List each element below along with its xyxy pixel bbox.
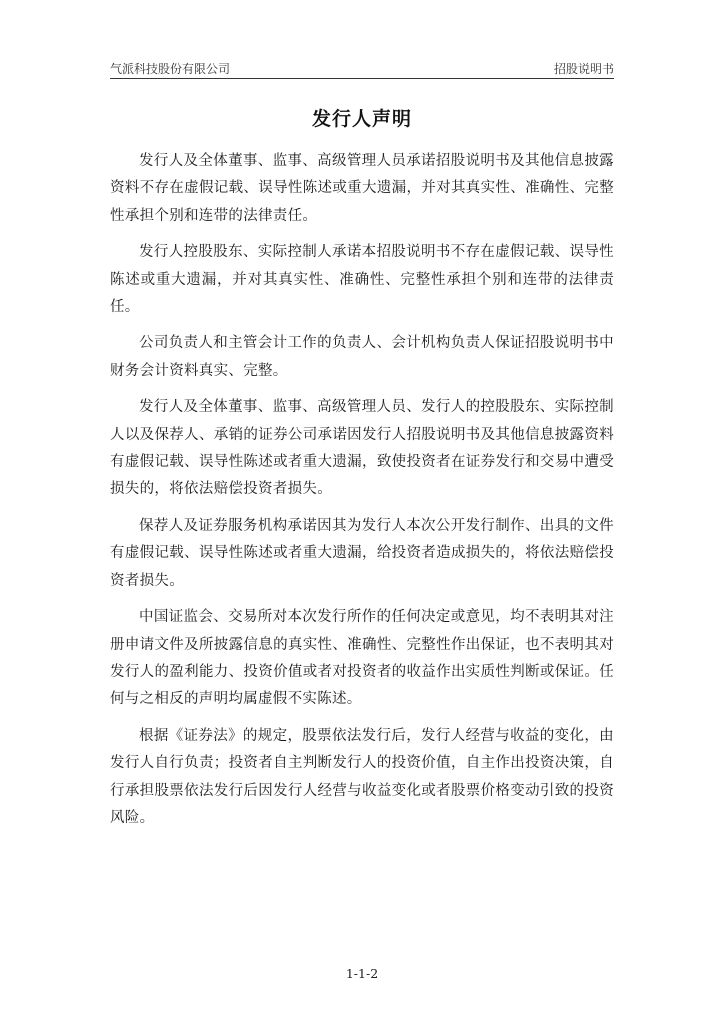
paragraph-5: 保荐人及证券服务机构承诺因其为发行人本次公开发行制作、出具的文件有虚假记载、误导性陈述或者重大遗漏，给投资者造成损失的，将依法赔偿投资者损失。 xyxy=(110,517,614,589)
paragraph-2: 发行人控股股东、实际控制人承诺本招股说明书不存在虚假记载、误导性陈述或重大遗漏，并对其真实性、准确性、完整性承担个别和连带的法律责任。 xyxy=(110,244,614,316)
page-title: 发行人声明 xyxy=(311,108,412,130)
paragraph-1: 发行人及全体董事、监事、高级管理人员承诺招股说明书及其他信息披露资料不存在虚假记载、误导性陈述或重大遗漏，并对其真实性、准确性、完整性承担个别和连带的法律责任。 xyxy=(110,153,614,224)
page-header xyxy=(110,58,614,79)
paragraph-7: 根据《证券法》的规定，股票依法发行后，发行人经营与收益的变化，由发行人自行负责；投资者自主判断发行人的投资价值，自主作出投资决策，自行承担股票依法发行后因发行人经营与收益变化或者股票价格变动引致的投资风险。 xyxy=(110,727,614,826)
paragraph-6: 中国证监会、交易所对本次发行所作的任何决定或意见，均不表明其对注册申请文件及所披露信息的真实性、准确性、完整性作出保证，也不表明其对发行人的盈利能力、投资价值或者对投资者的收益作出实质性判断或保证。任何与之相反的声明均属虚假不实陈述。 xyxy=(110,609,614,708)
header-company-name: 气派科技股份有限公司 xyxy=(110,62,231,76)
declaration-body xyxy=(110,148,614,841)
paragraph-4: 发行人及全体董事、监事、高级管理人员、发行人的控股股东、实际控制人以及保荐人、承销的证券公司承诺因发行人招股说明书及其他信息披露资料有虚假记载、误导性陈述或者重大遗漏，致使投资者在证券发行和交易中遭受损失的，将依法赔偿投资者损失。 xyxy=(110,399,614,498)
page-number: 1-1-2 xyxy=(345,966,379,981)
paragraph-3: 公司负责人和主管会计工作的负责人、会计机构负责人保证招股说明书中财务会计资料真实、完整。 xyxy=(110,335,614,379)
header-document-type: 招股说明书 xyxy=(553,62,614,76)
